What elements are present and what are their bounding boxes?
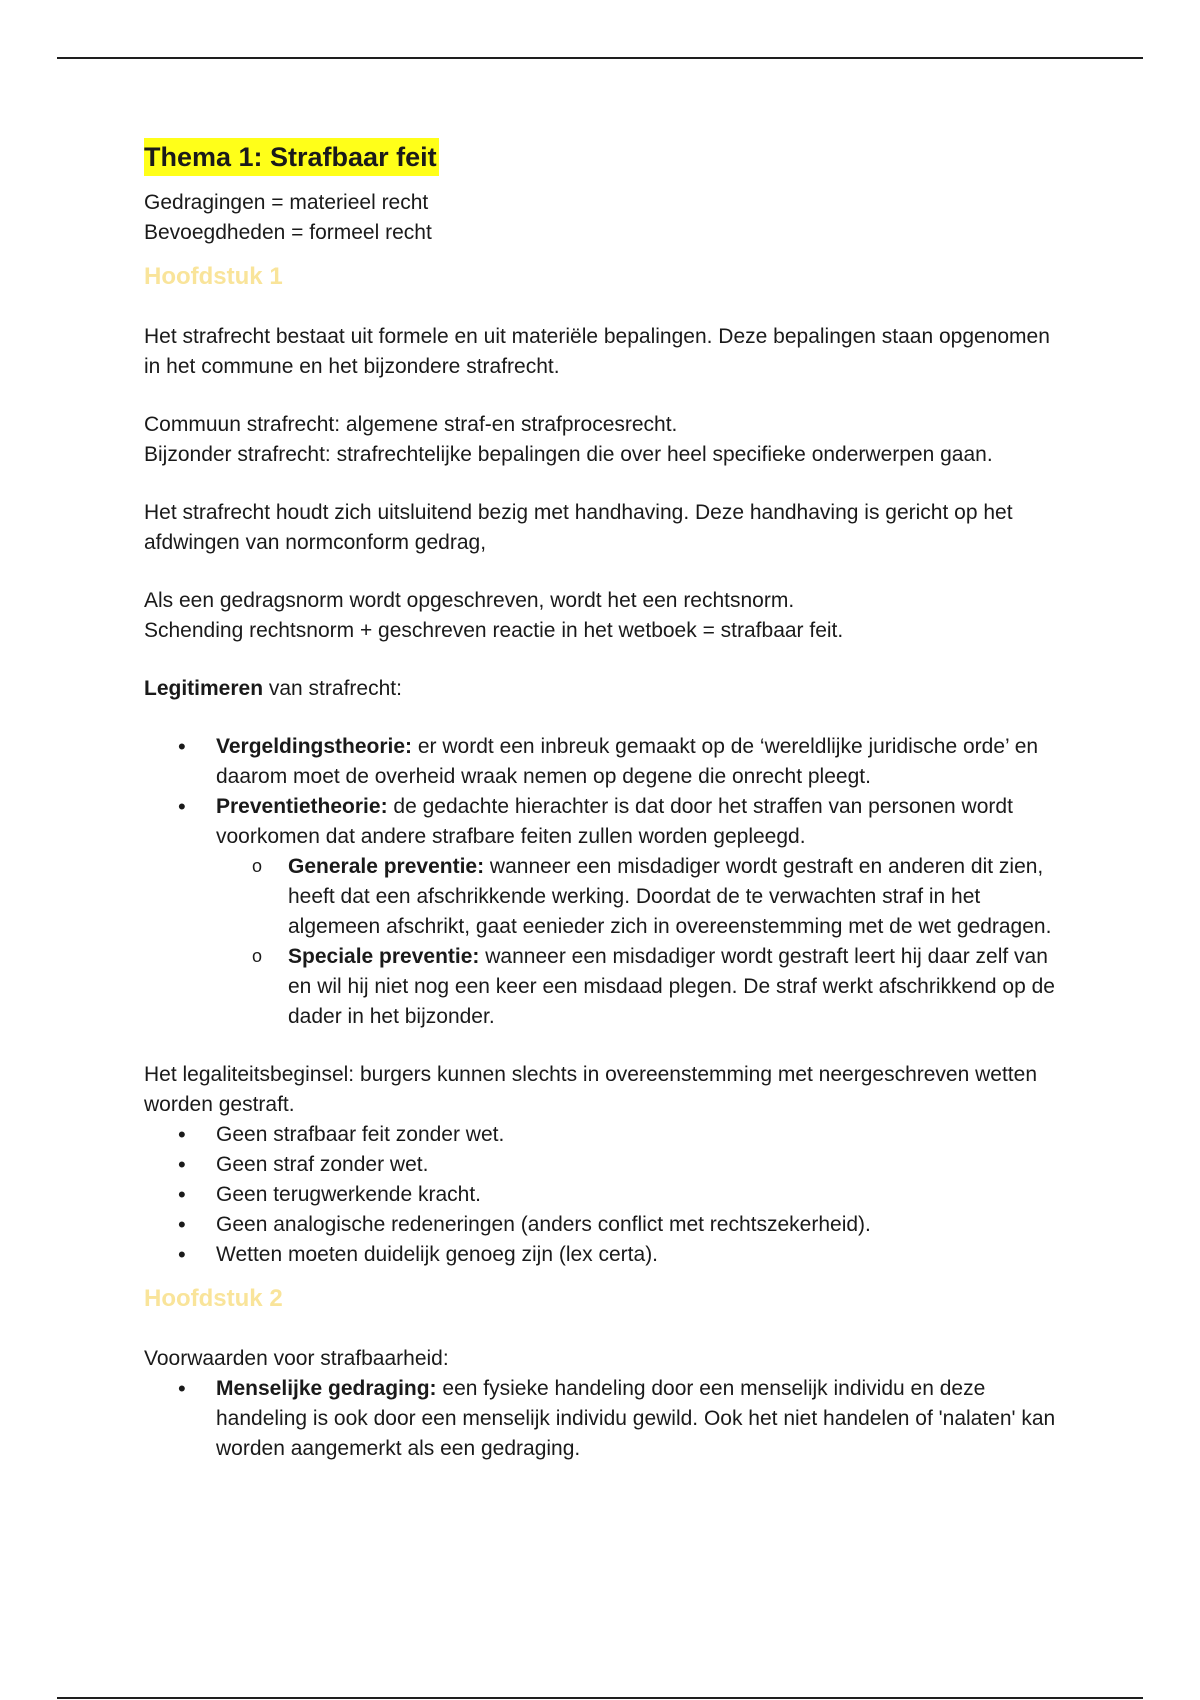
paragraph: Schending rechtsnorm + geschreven reactie in het wetboek = strafbaar feit. bbox=[144, 619, 844, 642]
spacer bbox=[144, 1270, 1064, 1282]
voorwaarden-list bbox=[144, 1374, 1064, 1464]
spacer bbox=[144, 704, 1064, 732]
legaliteit-list bbox=[144, 1120, 1064, 1270]
page-bottom-rule bbox=[57, 1697, 1143, 1699]
spacer bbox=[144, 294, 1064, 322]
intro-line: Bevoegdheden = formeel recht bbox=[144, 221, 432, 244]
bold-term: Speciale preventie: bbox=[288, 945, 480, 968]
spacer bbox=[144, 248, 1064, 260]
theory-list bbox=[144, 732, 1064, 1032]
page-top-rule bbox=[57, 57, 1143, 59]
spacer bbox=[144, 558, 1064, 586]
document-page bbox=[144, 138, 1064, 1464]
spacer bbox=[144, 1032, 1064, 1060]
bold-term: Preventietheorie: bbox=[216, 795, 388, 818]
item-text: een fysieke handeling door een menselijk individu en deze handeling is ook door een menselijk individu gewild. Ook het niet handelen of 'nalaten' kan worden aangemerkt als een gedraging. bbox=[216, 1377, 1056, 1460]
legitimeren-rest: van strafrecht: bbox=[263, 677, 402, 700]
list-item bbox=[216, 732, 1064, 792]
paragraph: Als een gedragsnorm wordt opgeschreven, wordt het een rechtsnorm. bbox=[144, 589, 795, 612]
sub-list-item bbox=[288, 942, 1064, 1032]
chapter-heading: Hoofdstuk 1 bbox=[144, 263, 283, 290]
paragraph: Het legaliteitsbeginsel: burgers kunnen slechts in overeenstemming met neergeschreven wetten worden gestraft. bbox=[144, 1063, 1037, 1116]
bold-term: Generale preventie: bbox=[288, 855, 485, 878]
intro-line: Gedragingen = materieel recht bbox=[144, 191, 429, 214]
list-item: • Geen terugwerkende kracht. bbox=[216, 1180, 1064, 1210]
list-item: • Geen straf zonder wet. bbox=[216, 1150, 1064, 1180]
document-title: Thema 1: Strafbaar feit bbox=[144, 138, 439, 176]
bold-term: Vergeldingstheorie: bbox=[216, 735, 413, 758]
bold-term: Menselijke gedraging: bbox=[216, 1377, 437, 1400]
list-item bbox=[216, 792, 1064, 1032]
spacer bbox=[144, 382, 1064, 410]
paragraph: Voorwaarden voor strafbaarheid: bbox=[144, 1347, 449, 1370]
prevention-sublist bbox=[216, 852, 1064, 1032]
chapter-heading: Hoofdstuk 2 bbox=[144, 1285, 283, 1312]
item-text: er wordt een inbreuk gemaakt op de ‘wereldlijke juridische orde’ en daarom moet de overheid wraak nemen op degene die onrecht pleegt. bbox=[216, 735, 1039, 788]
paragraph: Het strafrecht houdt zich uitsluitend bezig met handhaving. Deze handhaving is gericht op het afdwingen van normconform gedrag, bbox=[144, 501, 1013, 554]
list-item bbox=[216, 1374, 1064, 1464]
list-item: • Geen strafbaar feit zonder wet. bbox=[216, 1120, 1064, 1150]
item-text: wanneer een misdadiger wordt gestraft leert hij daar zelf van en wil hij niet nog een keer een misdaad plegen. De straf werkt afschrikkend op de dader in het bijzonder. bbox=[288, 945, 1055, 1028]
list-item: • Wetten moeten duidelijk genoeg zijn (lex certa). bbox=[216, 1240, 1064, 1270]
item-text: de gedachte hierachter is dat door het straffen van personen wordt voorkomen dat andere strafbare feiten zullen worden gepleegd. bbox=[216, 795, 1013, 848]
bold-term: Legitimeren bbox=[144, 677, 264, 700]
paragraph: Het strafrecht bestaat uit formele en uit materiële bepalingen. Deze bepalingen staan opgenomen in het commune en het bijzondere strafrecht. bbox=[144, 325, 1050, 378]
list-item: • Geen analogische redeneringen (anders conflict met rechtszekerheid). bbox=[216, 1210, 1064, 1240]
paragraph: Commuun strafrecht: algemene straf-en strafprocesrecht. bbox=[144, 413, 678, 436]
paragraph: Bijzonder strafrecht: strafrechtelijke bepalingen die over heel specifieke onderwerpen gaan. bbox=[144, 443, 993, 466]
spacer bbox=[144, 176, 1064, 188]
legitimeren-line bbox=[144, 674, 1064, 704]
spacer bbox=[144, 646, 1064, 674]
item-text: wanneer een misdadiger wordt gestraft en anderen dit zien, heeft dat een afschrikkende werking. Doordat de te verwachten straf in het algemeen afschrikt, gaat eenieder zich in overeenstemming met de wet gedragen. bbox=[288, 855, 1052, 938]
spacer bbox=[144, 1316, 1064, 1344]
sub-list-item bbox=[288, 852, 1064, 942]
spacer bbox=[144, 470, 1064, 498]
